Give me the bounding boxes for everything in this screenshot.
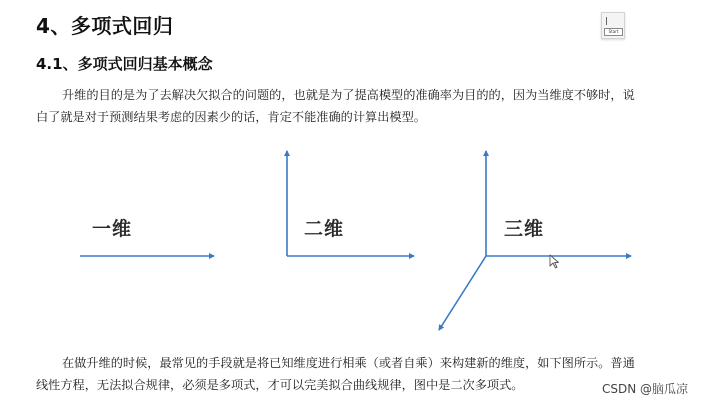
csdn-watermark: CSDN @脑瓜凉 — [601, 382, 688, 396]
mouse-pointer-icon — [549, 254, 561, 270]
section-title: 4、多项式回归 — [36, 14, 174, 38]
z-axis-3d — [439, 256, 486, 330]
subsection-title: 4.1、多项式回归基本概念 — [36, 55, 213, 73]
paragraph-method — [36, 352, 646, 396]
thumbnail-label: Start — [604, 28, 623, 36]
paragraph-method-text: 在做升维的时候，最常见的手段就是将已知维度进行相乘（或者自乘）来构建新的维度，如下图所示。普通线性方程，无法拟合规律，必须是多项式，才可以完美拟合曲线规律，图中是二次多项式。 — [36, 356, 635, 392]
one-dimension-label: 一维 — [92, 218, 133, 240]
three-dimension-label: 三维 — [504, 218, 545, 240]
two-dimension-label: 二维 — [304, 218, 345, 240]
paragraph-intro-text: 升维的目的是为了去解决欠拟合的问题的，也就是为了提高模型的准确率为目的的，因为当维度不够时，说白了就是对于预测结果考虑的因素少的话，肯定不能准确的计算出模型。 — [36, 88, 635, 124]
